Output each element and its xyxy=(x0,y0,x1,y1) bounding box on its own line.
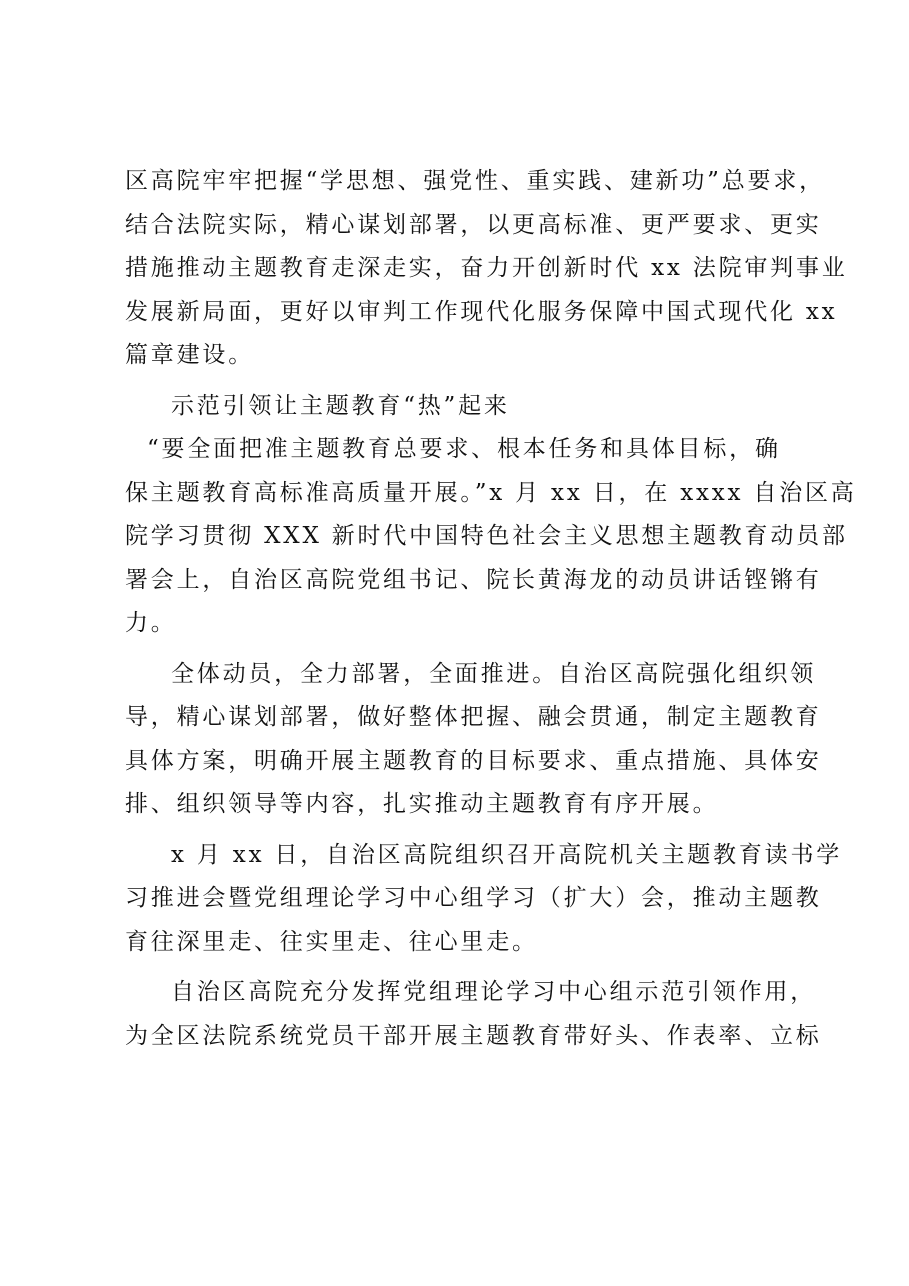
paragraph-1 xyxy=(125,160,848,378)
section-heading xyxy=(125,385,815,429)
text-line: x 月 xx 日，自治区高院组织召开高院机关主题教育读书学 xyxy=(171,841,843,868)
text-line: 为全区法院系统党员干部开展主题教育带好头、作表率、立标 xyxy=(125,1022,822,1049)
paragraph-5 xyxy=(125,971,822,1058)
text-line: “要全面把准主题教育总要求、根本任务和具体目标，确 xyxy=(147,436,781,462)
text-line: 排、组织领导等内容，扎实推动主题教育有序开展。 xyxy=(125,791,719,817)
text-line: 署会上，自治区高院党组书记、院长黄海龙的动员讲话铿锵有 xyxy=(125,566,822,593)
paragraph-3 xyxy=(125,653,822,827)
text-line: 育往深里走、往实里走、往心里走。 xyxy=(125,928,538,955)
text-line: 保主题教育高标准高质量开展。”x 月 xx 日，在 xxxx 自治区高 xyxy=(125,479,857,506)
paragraph-4 xyxy=(125,834,843,965)
text-line: 结合法院实际，精心谋划部署，以更高标准、更严要求、更实 xyxy=(125,211,822,238)
heading-text: 示范引领让主题教育“热”起来 xyxy=(171,392,510,419)
text-line: 发展新局面，更好以审判工作现代化服务保障中国式现代化 xx xyxy=(125,298,838,325)
text-line: 院学习贯彻 XXX 新时代中国特色社会主义思想主题教育动员部 xyxy=(125,523,848,549)
text-line: 措施推动主题教育走深走实，奋力开创新时代 xx 法院审判事业 xyxy=(125,255,848,281)
text-line: 全体动员，全力部署，全面推进。自治区高院强化组织领 xyxy=(171,660,816,687)
text-line: 篇章建设。 xyxy=(125,342,254,368)
text-line: 习推进会暨党组理论学习中心组学习（扩大）会，推动主题教 xyxy=(125,885,822,911)
text-line: 区高院牢牢把握“学思想、强党性、重实践、建新功”总要求， xyxy=(125,168,825,194)
document-body xyxy=(125,160,857,1058)
text-line: 具体方案，明确开展主题教育的目标要求、重点措施、具体安 xyxy=(125,747,822,774)
paragraph-2 xyxy=(125,428,857,646)
text-line: 导，精心谋划部署，做好整体把握、融会贯通，制定主题教育 xyxy=(125,704,822,730)
text-line: 力。 xyxy=(125,610,177,636)
text-line: 自治区高院充分发挥党组理论学习中心组示范引领作用， xyxy=(171,979,816,1005)
